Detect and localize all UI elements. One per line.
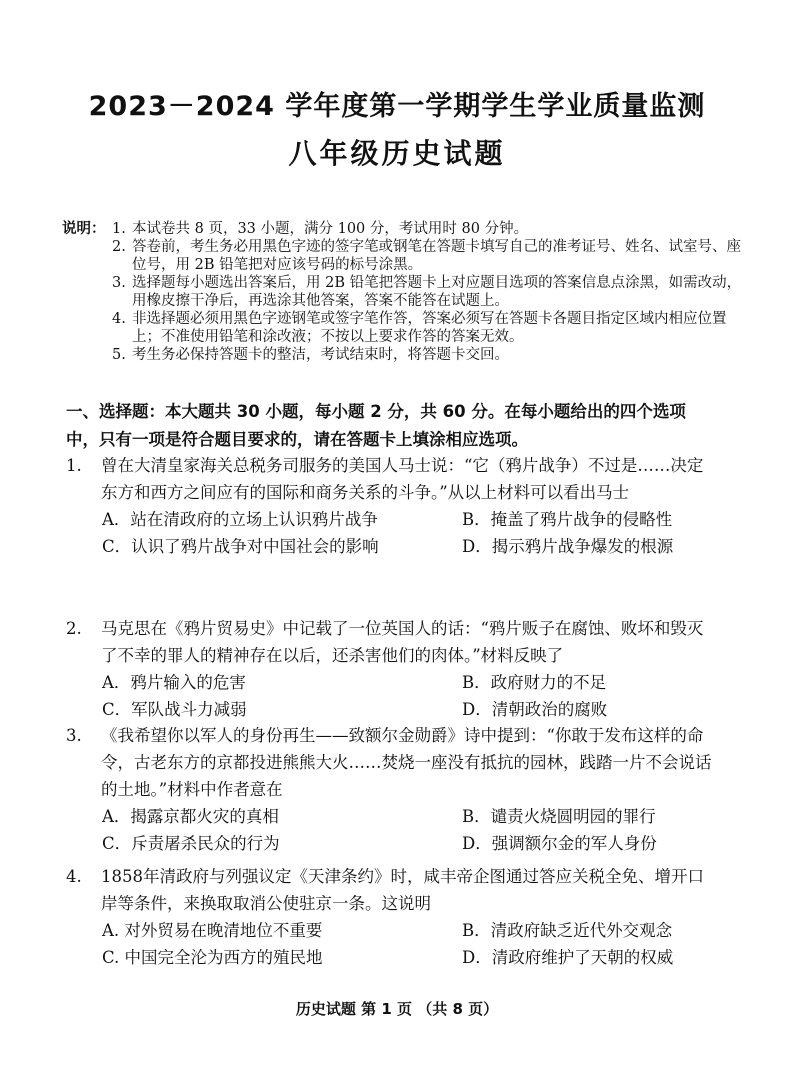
instruction-number: 1. <box>112 221 126 237</box>
options-row <box>66 533 716 560</box>
option-a: A．鸦片输入的危害 <box>102 673 246 692</box>
question-stem <box>66 722 716 803</box>
instruction-text: 本试卷共 8 页，33 小题，满分 100 分，考试用时 80 分钟。 <box>132 221 529 237</box>
instruction-text: 非选择题必须用黑色字迹钢笔或签字笔作答，答案必须写在答题卡各题目指定区域内相应位置上；不准使用铅笔和涂改液；不按以上要求作答的答案无效。 <box>132 311 727 345</box>
option-b: B．清政府缺乏近代外交观念 <box>462 921 673 940</box>
options-row <box>66 917 716 944</box>
question-stem <box>66 615 716 669</box>
option-a: A．揭露京都火灾的真相 <box>102 807 279 826</box>
question-number: 1. <box>66 456 82 475</box>
option-c: C．认识了鸦片战争对中国社会的影响 <box>102 537 379 556</box>
instructions-list <box>112 220 752 364</box>
option-b: B．掩盖了鸦片战争的侵略性 <box>462 510 673 529</box>
option-c: C．军队战斗力减弱 <box>102 700 247 719</box>
options-row <box>66 830 716 857</box>
question-number: 4. <box>66 867 82 886</box>
instruction-number: 3. <box>112 275 126 291</box>
page-footer: 历史试题 第 1 页 （共 8 页） <box>295 1000 499 1018</box>
option-d: D．强调额尔金的军人身份 <box>462 834 657 853</box>
options-row <box>66 803 716 830</box>
instruction-text: 答卷前，考生务必用黑色字迹的签字笔或钢笔在答题卡填写自己的准考证号、姓名、试室号、座位号，用 2B 铅笔把对应该号码的标号涂黑。 <box>132 239 741 273</box>
question-number: 2. <box>66 619 82 638</box>
question-3 <box>66 722 716 857</box>
instruction-item <box>112 310 752 346</box>
option-d: D．揭示鸦片战争爆发的根源 <box>462 537 674 556</box>
option-c: C．斥责屠杀民众的行为 <box>102 834 280 853</box>
options-row <box>66 696 716 723</box>
instruction-item <box>112 238 752 274</box>
question-4 <box>66 863 716 971</box>
options-row <box>66 944 716 971</box>
question-1 <box>66 452 716 560</box>
options-row <box>66 506 716 533</box>
question-text: 马克思在《鸦片贸易史》中记载了一位英国人的话：“鸦片贩子在腐蚀、败坏和毁灭了不幸的罪人的精神存在以后，还杀害他们的肉体。”材料反映了 <box>101 619 704 665</box>
options-row <box>66 669 716 696</box>
option-b: B．谴责火烧圆明园的罪行 <box>462 807 656 826</box>
section-heading: 一、选择题：本大题共 30 小题，每小题 2 分，共 60 分。在每小题给出的四个选项中，只有一项是符合题目要求的，请在答题卡上填涂相应选项。 <box>66 402 686 449</box>
instruction-item <box>112 274 752 310</box>
instruction-text: 选择题每小题选出答案后，用 2B 铅笔把答题卡上对应题目选项的答案信息点涂黑，如需改动，用橡皮擦干净后，再选涂其他答案，答案不能答在试题上。 <box>132 275 742 309</box>
option-a: A．站在清政府的立场上认识鸦片战争 <box>102 510 378 529</box>
instruction-item <box>112 220 752 238</box>
option-b: B．政府财力的不足 <box>462 673 607 692</box>
question-2 <box>66 615 716 723</box>
exam-subtitle: 八年级历史试题 <box>288 137 506 170</box>
question-stem <box>66 452 716 506</box>
question-text: 曾在大清皇家海关总税务司服务的美国人马士说：“它（鸦片战争）不过是……决定东方和西方之间应有的国际和商务关系的斗争。”从以上材料可以看出马士 <box>101 456 704 502</box>
question-stem <box>66 863 716 917</box>
option-d: D．清政府维护了天朝的权威 <box>462 948 674 967</box>
instruction-text: 考生务必保持答题卡的整洁，考试结束时，将答题卡交回。 <box>132 347 509 363</box>
exam-title: 2023－2024 学年度第一学期学生学业质量监测 <box>88 91 706 122</box>
instruction-item <box>112 346 752 364</box>
question-number: 3. <box>66 726 82 745</box>
instruction-number: 5. <box>112 347 126 363</box>
question-text: 《我希望你以军人的身份再生——致额尔金勋爵》诗中提到：“你敢于发布这样的命令，古老东方的京都投进熊熊大火……焚烧一座没有抵抗的园林，践踏一片不会说话的土地。”材料中作者意在 <box>101 726 712 799</box>
instruction-number: 2. <box>112 239 126 255</box>
option-a: A. 对外贸易在晚清地位不重要 <box>102 921 323 940</box>
option-c: C. 中国完全沦为西方的殖民地 <box>102 948 323 967</box>
instruction-number: 4. <box>112 311 126 327</box>
option-d: D．清朝政治的腐败 <box>462 700 608 719</box>
instructions-label: 说明： <box>62 221 106 237</box>
question-text: 1858年清政府与列强议定《天津条约》时，咸丰帝企图通过答应关税全免、增开口岸等条件，来换取取消公使驻京一条。这说明 <box>101 867 704 913</box>
